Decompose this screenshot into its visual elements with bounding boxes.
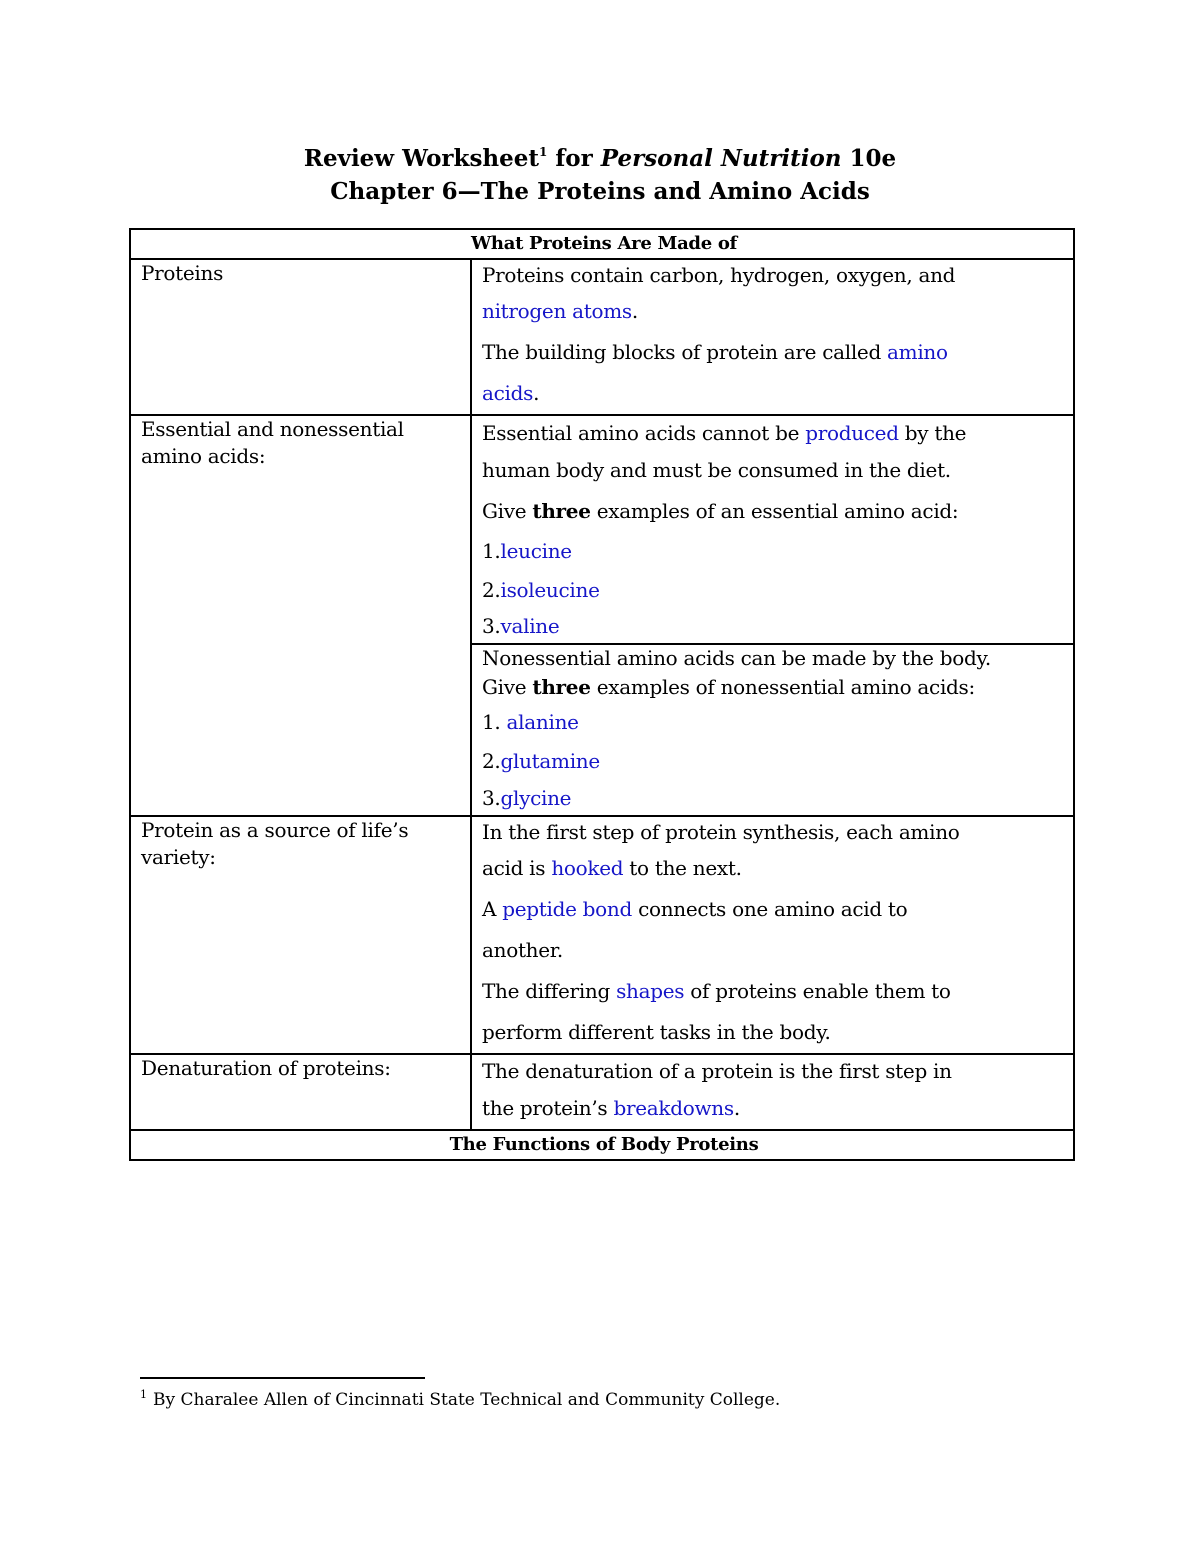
table-row [130, 415, 1074, 644]
answer-isoleucine: isoleucine [500, 578, 600, 602]
section-header-row [130, 1130, 1074, 1160]
answer-shapes: shapes [616, 979, 685, 1003]
answer-peptide-bond: peptide bond [502, 897, 633, 921]
worksheet-table [129, 228, 1075, 1161]
title-line-2: Chapter 6—The Proteins and Amino Acids [330, 178, 870, 205]
row-label-proteins: Proteins [130, 259, 471, 415]
row-label-variety: Protein as a source of life’s variety: [130, 816, 471, 1054]
answer-nitrogen-atoms: nitrogen atoms [482, 299, 632, 323]
answer-produced: produced [805, 421, 899, 445]
footnote-divider [140, 1377, 425, 1379]
answer-glutamine: glutamine [500, 749, 600, 773]
book-title: Personal Nutrition [600, 145, 842, 172]
answer-breakdowns: breakdowns [613, 1096, 734, 1120]
title-footnote-mark: 1 [539, 145, 548, 159]
row-content-proteins: Proteins contain carbon, hydrogen, oxygen, and nitrogen atoms. The building blocks of protein are called amino acids. [471, 259, 1074, 415]
footnote [140, 1387, 780, 1413]
answer-leucine: leucine [500, 539, 572, 563]
table-row [130, 259, 1074, 415]
row-label-essential: Essential and nonessential amino acids: [130, 415, 471, 816]
answer-hooked: hooked [551, 856, 624, 880]
list-item: 1. alanine [482, 710, 579, 734]
title-line-1: Review Worksheet$^1$ for Personal Nutrition 10e [303, 145, 897, 172]
row-content-essential: Essential amino acids cannot be produced by the human body and must be consumed in the diet. Give three examples of an essential amino acid: 1.leucine 2.isoleucine 3.valine [471, 415, 1074, 644]
table-row [130, 1054, 1074, 1130]
list-item: 3.glycine [482, 786, 572, 810]
answer-valine: valine [500, 614, 560, 638]
answer-amino: amino [887, 340, 948, 364]
section-header-row [130, 229, 1074, 259]
section-heading-made-of: What Proteins Are Made of [130, 229, 1074, 259]
list-item: 2.glutamine [482, 749, 600, 773]
row-content-denaturation: The denaturation of a protein is the first step in the protein’s breakdowns. [471, 1054, 1074, 1130]
footnote-text: By Charalee Allen of Cincinnati State Technical and Community College. [153, 1390, 781, 1410]
row-label-denaturation: Denaturation of proteins: [130, 1054, 471, 1130]
answer-alanine: alanine [506, 710, 579, 734]
row-content-variety: In the first step of protein synthesis, each amino acid is hooked to the next. A peptide bond connects one amino acid to another. The differing shapes of proteins enable them to perform different tasks in the body. [471, 816, 1074, 1054]
list-item: 2.isoleucine [482, 578, 600, 602]
row-content-nonessential: Nonessential amino acids can be made by the body. Give three examples of nonessential amino acids: 1. alanine 2.glutamine 3.glycine [471, 644, 1074, 816]
answer-glycine: glycine [500, 786, 572, 810]
section-heading-functions: The Functions of Body Proteins [130, 1130, 1074, 1160]
list-item: 3.valine [482, 614, 560, 638]
footnote-mark: 1 [140, 1388, 147, 1401]
answer-acids: acids [482, 381, 534, 405]
list-item: 1.leucine [482, 539, 572, 563]
table-row [130, 816, 1074, 1054]
worksheet-title [0, 142, 1200, 208]
